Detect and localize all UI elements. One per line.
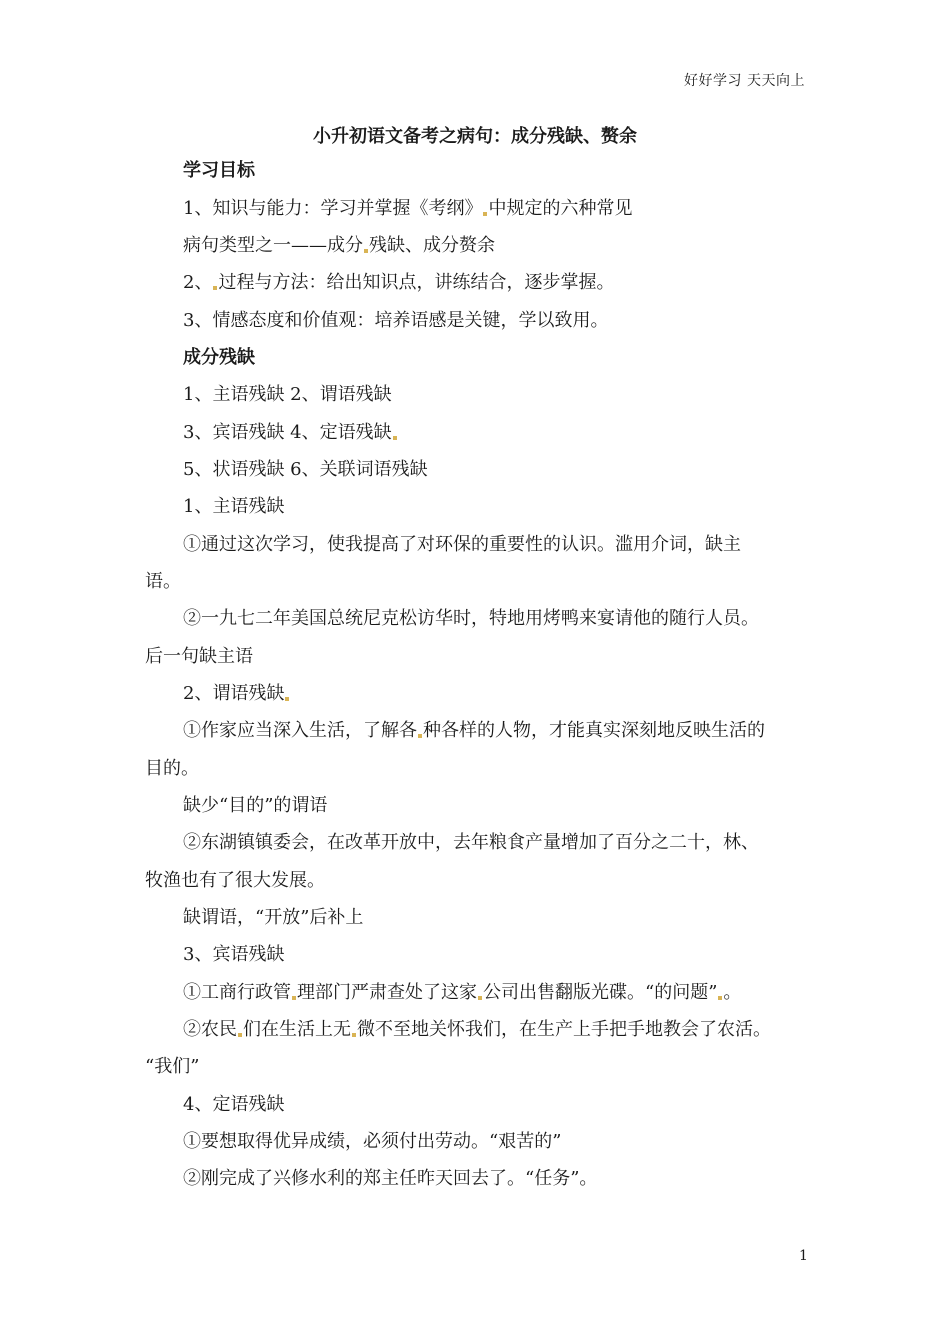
edit-mark-icon <box>483 212 487 216</box>
objective-1-text-c: 病句类型之一——成分 <box>183 235 363 256</box>
object-example-2 <box>183 1021 771 1039</box>
edit-mark-icon <box>393 436 397 440</box>
predicate-heading-text: 2、谓语残缺 <box>183 683 285 704</box>
predicate-example-1-text-a: ①作家应当深入生活，了解各 <box>183 720 417 741</box>
objectives-heading: 学习目标 <box>183 160 255 181</box>
object-example-1-text-b: 理部门严肃查处了这家 <box>297 982 477 1003</box>
attributive-heading: 4、定语残缺 <box>183 1094 285 1115</box>
subject-example-1-cont: 语。 <box>145 571 181 592</box>
subject-example-2: ②一九七二年美国总统尼克松访华时，特地用烤鸭来宴请他的随行人员。 <box>183 608 759 629</box>
page-header: 好好学习 天天向上 <box>684 73 805 89</box>
subject-example-1: ①通过这次学习，使我提高了对环保的重要性的认识。滥用介词，缺主 <box>183 534 741 555</box>
objective-3-line: 3、情感态度和价值观：培养语感是关键，学以致用。 <box>183 310 609 331</box>
page-number: 1 <box>799 1248 808 1264</box>
object-example-2-text-c: 微不至地关怀我们，在生产上手把手地教会了农活。 <box>357 1019 771 1040</box>
objective-2-line <box>183 274 614 292</box>
objective-1-text-a: 1、知识与能力：学习并掌握《考纲》 <box>183 198 483 219</box>
attributive-example-1: ①要想取得优异成绩，必须付出劳动。“艰苦的” <box>183 1131 562 1152</box>
edit-mark-icon <box>478 996 482 1000</box>
objective-2-text-b: 过程与方法：给出知识点，讲练结合，逐步掌握。 <box>218 272 615 293</box>
attributive-example-2: ②刚完成了兴修水利的郑主任昨天回去了。“任务”。 <box>183 1168 598 1189</box>
object-example-2-text-b: 们在生活上无 <box>243 1019 351 1040</box>
edit-mark-icon <box>213 286 217 290</box>
edit-mark-icon <box>352 1033 356 1037</box>
object-example-2-cont: “我们” <box>145 1056 200 1077</box>
objective-1-line-2 <box>183 237 495 255</box>
object-example-2-text-a: ②农民 <box>183 1019 237 1040</box>
edit-mark-icon <box>292 996 296 1000</box>
predicate-example-2: ②东湖镇镇委会，在改革开放中，去年粮食产量增加了百分之二十，林、 <box>183 832 759 853</box>
predicate-example-1-cont: 目的。 <box>145 758 199 779</box>
type-list-3: 5、状语残缺 6、关联词语残缺 <box>183 459 428 480</box>
objective-1-text-d: 残缺、成分赘余 <box>369 235 495 256</box>
type-list-2 <box>183 424 398 442</box>
predicate-note-1: 缺少“目的”的谓语 <box>183 795 328 816</box>
object-example-1-text-d: 。 <box>723 982 742 1003</box>
object-example-1 <box>183 984 741 1002</box>
edit-mark-icon <box>418 734 422 738</box>
missing-heading: 成分残缺 <box>183 347 255 368</box>
objective-2-text-a: 2、 <box>183 272 213 293</box>
type-list-2-text: 3、宾语残缺 4、定语残缺 <box>183 422 392 443</box>
object-heading: 3、宾语残缺 <box>183 944 285 965</box>
predicate-example-1 <box>183 722 765 740</box>
subject-heading: 1、主语残缺 <box>183 496 285 517</box>
objective-1-line <box>183 200 632 218</box>
predicate-example-2-cont: 牧渔也有了很大发展。 <box>145 870 325 891</box>
predicate-note-2: 缺谓语，“开放”后补上 <box>183 907 364 928</box>
edit-mark-icon <box>285 697 289 701</box>
type-list-1: 1、主语残缺 2、谓语残缺 <box>183 384 392 405</box>
predicate-heading <box>183 685 290 703</box>
edit-mark-icon <box>718 996 722 1000</box>
page-title: 小升初语文备考之病句：成分残缺、赘余 <box>313 126 637 147</box>
edit-mark-icon <box>364 249 368 253</box>
edit-mark-icon <box>238 1033 242 1037</box>
object-example-1-text-c: 公司出售翻版光碟。“的问题” <box>483 982 718 1003</box>
object-example-1-text-a: ①工商行政管 <box>183 982 291 1003</box>
objective-1-text-b: 中规定的六种常见 <box>488 198 633 219</box>
predicate-example-1-text-b: 种各样的人物，才能真实深刻地反映生活的 <box>423 720 765 741</box>
subject-example-2-cont: 后一句缺主语 <box>145 646 253 667</box>
